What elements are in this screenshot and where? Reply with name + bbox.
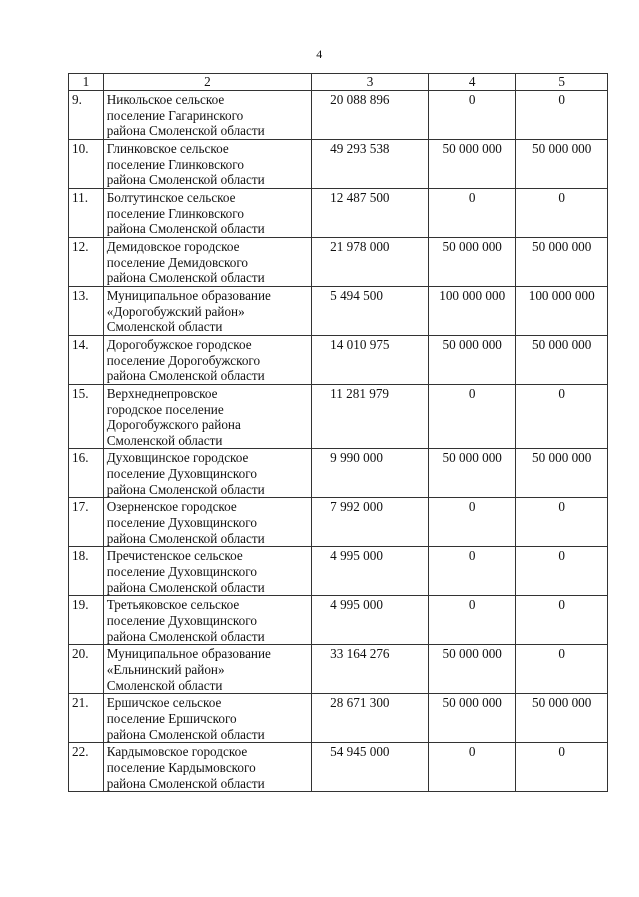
table-row [69,645,608,694]
table-row [69,189,608,238]
municipality-name [103,91,311,140]
page-number: 4 [316,47,323,61]
header-cell-3: 3 [312,74,429,91]
amount-col-5: 0 [516,645,608,694]
row-number: 9. [69,91,104,140]
header-cell-4: 4 [429,74,516,91]
municipality-name-text: Демидовское городское поселение Демидовского района Смоленской области [106,239,265,286]
amount-col-4: 0 [429,498,516,547]
header-cell-2: 2 [103,74,311,91]
amount-col-3: 7 992 000 [312,498,429,547]
municipality-name-text: Муниципальное образование «Ельнинский район» Смоленской области [106,646,271,693]
amount-col-3: 11 281 979 [312,385,429,449]
amount-col-5: 50 000 000 [516,140,608,189]
header-cell-5: 5 [516,74,608,91]
amount-col-4: 50 000 000 [429,238,516,287]
amount-col-4: 0 [429,743,516,792]
row-number: 17. [69,498,104,547]
row-number: 19. [69,596,104,645]
amount-col-4: 0 [429,596,516,645]
municipality-name [103,449,311,498]
amount-col-3: 21 978 000 [312,238,429,287]
municipality-name-text: Пречистенское сельское поселение Духовщинского района Смоленской области [106,548,265,595]
table-header-row [69,74,608,91]
table-row [69,694,608,743]
municipality-name-text: Ершичское сельское поселение Ершичского района Смоленской области [106,695,265,742]
amount-col-3: 54 945 000 [312,743,429,792]
amount-col-5: 0 [516,547,608,596]
row-number: 21. [69,694,104,743]
amount-col-5: 50 000 000 [516,238,608,287]
row-number: 12. [69,238,104,287]
municipality-name [103,596,311,645]
table-row [69,336,608,385]
municipality-name [103,645,311,694]
municipality-name [103,498,311,547]
table-row [69,140,608,189]
amount-col-5: 0 [516,385,608,449]
amount-col-4: 0 [429,91,516,140]
table-row [69,547,608,596]
row-number: 20. [69,645,104,694]
amount-col-3: 20 088 896 [312,91,429,140]
amount-col-4: 50 000 000 [429,449,516,498]
amount-col-4: 50 000 000 [429,694,516,743]
table-row [69,498,608,547]
row-number: 14. [69,336,104,385]
table-row [69,596,608,645]
municipality-name [103,743,311,792]
municipality-name-text: Духовщинское городское поселение Духовщинского района Смоленской области [106,450,265,497]
amount-col-5: 100 000 000 [516,287,608,336]
amount-col-4: 100 000 000 [429,287,516,336]
municipality-name-text: Муниципальное образование «Дорогобужский район» Смоленской области [106,288,271,335]
budget-table [68,73,608,792]
municipality-name-text: Глинковское сельское поселение Глинковского района Смоленской области [106,141,265,188]
amount-col-3: 12 487 500 [312,189,429,238]
table-row [69,385,608,449]
municipality-name [103,694,311,743]
municipality-name-text: Никольское сельское поселение Гагаринского района Смоленской области [106,92,265,139]
amount-col-5: 50 000 000 [516,336,608,385]
amount-col-3: 9 990 000 [312,449,429,498]
table-row [69,91,608,140]
amount-col-3: 33 164 276 [312,645,429,694]
header-cell-1: 1 [69,74,104,91]
row-number: 13. [69,287,104,336]
row-number: 22. [69,743,104,792]
row-number: 15. [69,385,104,449]
amount-col-3: 4 995 000 [312,547,429,596]
municipality-name-text: Третьяковское сельское поселение Духовщинского района Смоленской области [106,597,265,644]
amount-col-5: 0 [516,91,608,140]
municipality-name-text: Озерненское городское поселение Духовщинского района Смоленской области [106,499,265,546]
municipality-name-text: Кардымовское городское поселение Кардымовского района Смоленской области [106,744,265,791]
municipality-name [103,336,311,385]
municipality-name [103,189,311,238]
row-number: 18. [69,547,104,596]
row-number: 10. [69,140,104,189]
amount-col-4: 50 000 000 [429,140,516,189]
amount-col-4: 0 [429,385,516,449]
amount-col-4: 50 000 000 [429,336,516,385]
amount-col-5: 0 [516,189,608,238]
municipality-name-text: Болтутинское сельское поселение Глинковского района Смоленской области [106,190,265,237]
amount-col-4: 0 [429,189,516,238]
table-row [69,238,608,287]
municipality-name [103,140,311,189]
row-number: 16. [69,449,104,498]
amount-col-3: 28 671 300 [312,694,429,743]
amount-col-4: 50 000 000 [429,645,516,694]
row-number: 11. [69,189,104,238]
table-row [69,449,608,498]
municipality-name [103,238,311,287]
amount-col-5: 0 [516,596,608,645]
table-row [69,287,608,336]
municipality-name [103,287,311,336]
amount-col-5: 50 000 000 [516,694,608,743]
table-row [69,743,608,792]
municipality-name [103,547,311,596]
municipality-name-text: Верхнеднепровское городское поселение Дорогобужского района Смоленской области [106,386,241,448]
amount-col-3: 4 995 000 [312,596,429,645]
municipality-name [103,385,311,449]
municipality-name-text: Дорогобужское городское поселение Дорогобужского района Смоленской области [106,337,265,384]
amount-col-3: 49 293 538 [312,140,429,189]
amount-col-5: 50 000 000 [516,449,608,498]
amount-col-5: 0 [516,743,608,792]
amount-col-3: 5 494 500 [312,287,429,336]
amount-col-3: 14 010 975 [312,336,429,385]
amount-col-5: 0 [516,498,608,547]
amount-col-4: 0 [429,547,516,596]
